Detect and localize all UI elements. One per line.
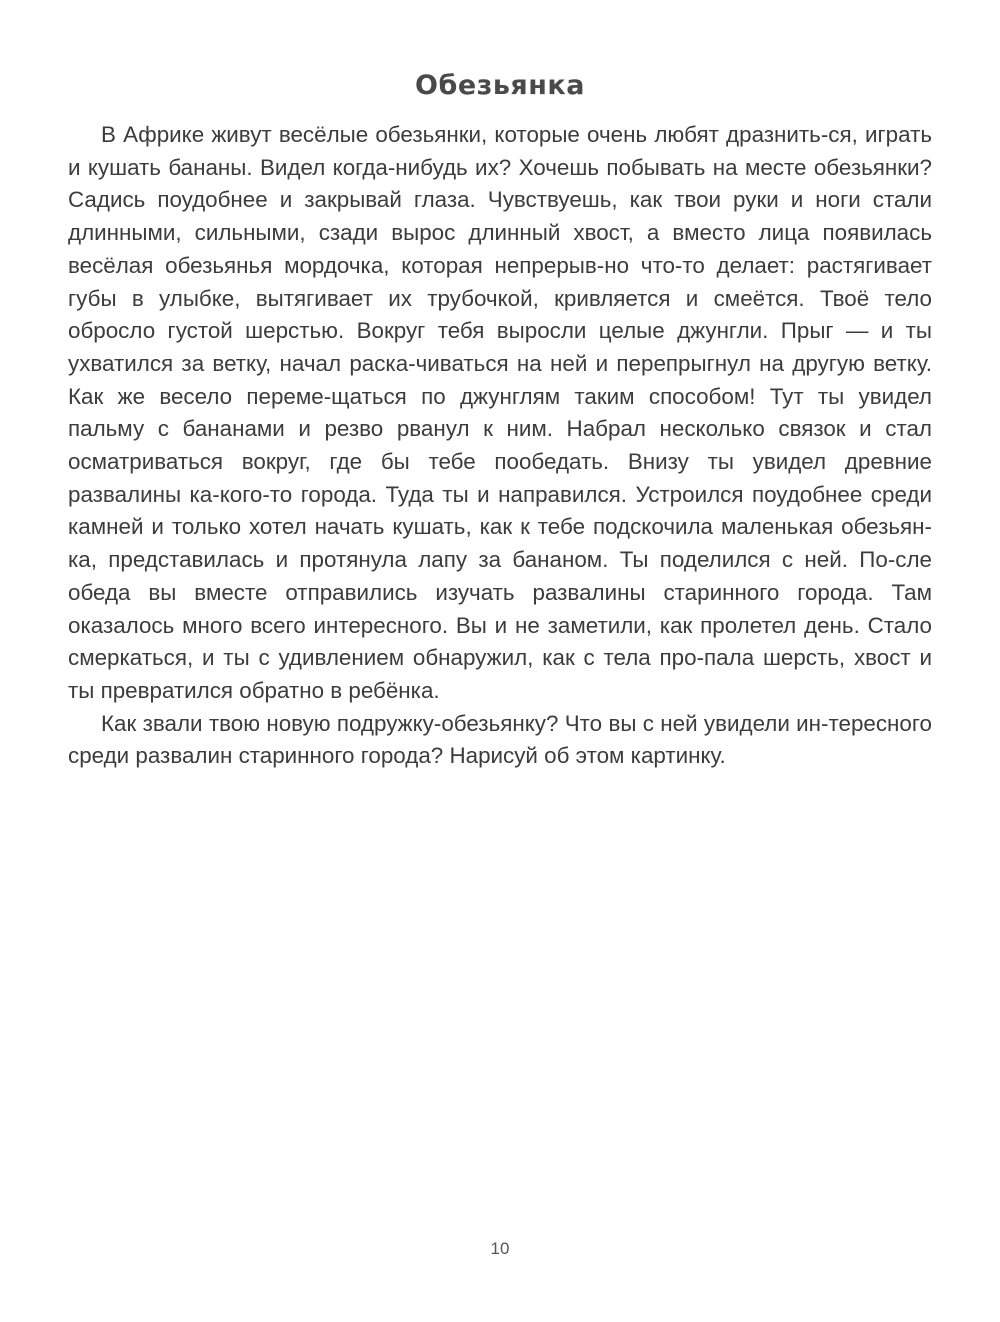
question-paragraph: Как звали твою новую подружку-обезьянку? Что вы с ней увидели ин-тересного среди развалин старинного города? Нарисуй об этом картинку. <box>68 710 932 769</box>
story-paragraph: В Африке живут весёлые обезьянки, которые очень любят дразнить-ся, играть и кушать бананы. Видел когда-нибудь их? Хочешь побывать на месте обезьянки? Садись поудобнее и закрывай глаза. Чувствуешь, как твои руки и ноги стали длинными, сильными, сзади вырос длинный хвост, а вместо лица появилась весёлая обезьянья мордочка, которая непрерыв-но что-то делает: растягивает губы в улыбке, вытягивает их трубочкой, кривляется и смеётся. Твоё тело обросло густой шерстью. Вокруг тебя выросли целые джунгли. Прыг — и ты ухватился за ветку, начал раска-чиваться на ней и перепрыгнул на другую ветку. Как же весело переме-щаться по джунглям таким способом! Тут ты увидел пальму с бананами и резво рванул к ним. Набрал несколько связок и стал осматриваться вокруг, где бы тебе пообедать. Внизу ты увидел древние развалины ка-кого-то города. Туда ты и направился. Устроился поудобнее среди камней и только хотел начать кушать, как к тебе подскочила маленькая обезьян-ка, представилась и протянула лапу за бананом. Ты поделился с ней. По-сле обеда вы вместе отправились изучать развалины старинного города. Там оказалось много всего интересного. Вы и не заметили, как пролетел день. Стало смеркаться, и ты с удивлением обнаружил, как с тела про-пала шерсть, хвост и ты превратился обратно в ребёнка. <box>68 122 932 703</box>
story-text <box>68 119 932 773</box>
page-number: 10 <box>490 1239 510 1258</box>
page-title: Обезьянка <box>415 70 585 101</box>
